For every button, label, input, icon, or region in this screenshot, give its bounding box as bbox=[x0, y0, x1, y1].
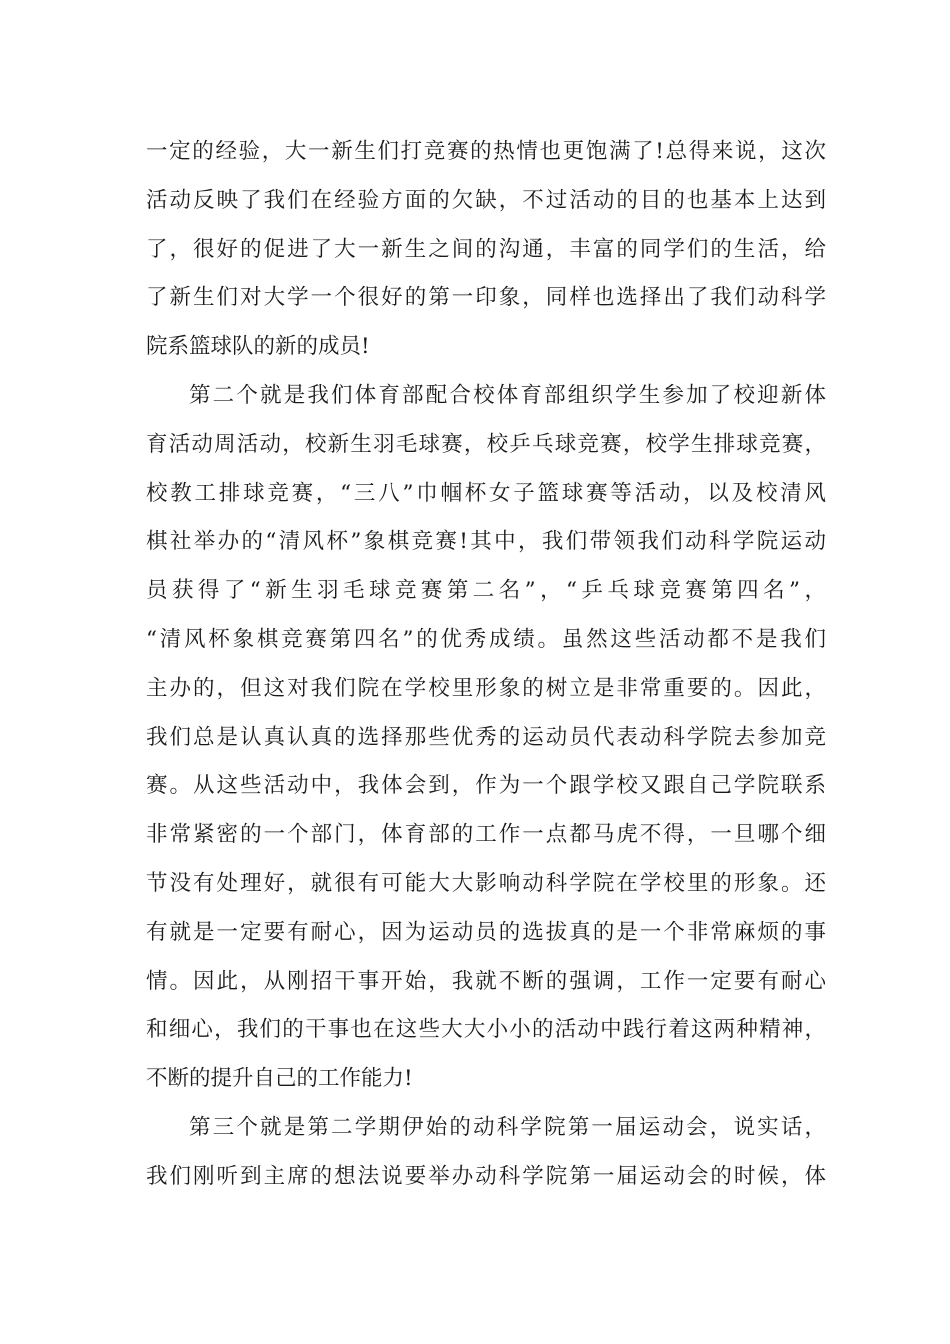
paragraph-2-line-7: 主办的，但这对我们院在学校里形象的树立是非常重要的。因此， bbox=[146, 675, 826, 701]
paragraph-2-line-11: 节没有处理好，就很有可能大大影响动科学院在学校里的形象。还 bbox=[146, 870, 826, 896]
paragraph-2-line-4: 棋社举办的“清风杯”象棋竞赛!其中，我们带领我们动科学院运动 bbox=[146, 529, 826, 555]
paragraph-3-line-1: 第三个就是第二学期伊始的动科学院第一届运动会，说实话， bbox=[189, 1114, 826, 1140]
paragraph-1-line-5: 院系篮球队的新的成员! bbox=[146, 334, 370, 360]
paragraph-2-line-3: 校教工排球竞赛，“三八”巾帼杯女子篮球赛等活动，以及校清风 bbox=[146, 480, 826, 506]
document-body bbox=[146, 128, 826, 1202]
paragraph-2-line-6: “清风杯象棋竞赛第四名”的优秀成绩。虽然这些活动都不是我们 bbox=[146, 626, 826, 652]
paragraph-2-line-15: 不断的提升自己的工作能力! bbox=[146, 1066, 413, 1092]
paragraph-2-line-10: 非常紧密的一个部门，体育部的工作一点都马虎不得，一旦哪个细 bbox=[146, 822, 826, 848]
paragraph-2-line-12: 有就是一定要有耐心，因为运动员的选拔真的是一个非常麻烦的事 bbox=[146, 919, 826, 945]
paragraph-2-line-8: 我们总是认真认真的选择那些优秀的运动员代表动科学院去参加竞 bbox=[146, 724, 826, 750]
paragraph-2-line-9: 赛。从这些活动中，我体会到，作为一个跟学校又跟自己学院联系 bbox=[146, 773, 826, 799]
paragraph-2-line-14: 和细心，我们的干事也在这些大大小小的活动中践行着这两种精神， bbox=[146, 1017, 826, 1043]
paragraph-2-line-1: 第二个就是我们体育部配合校体育部组织学生参加了校迎新体 bbox=[189, 382, 826, 408]
paragraph-3-line-2: 我们刚听到主席的想法说要举办动科学院第一届运动会的时候，体 bbox=[146, 1163, 826, 1189]
paragraph-1-line-4: 了新生们对大学一个很好的第一印象，同样也选择出了我们动科学 bbox=[146, 285, 826, 311]
paragraph-1-line-3: 了，很好的促进了大一新生之间的沟通，丰富的同学们的生活，给 bbox=[146, 236, 826, 262]
paragraph-1-line-2: 活动反映了我们在经验方面的欠缺，不过活动的目的也基本上达到 bbox=[146, 187, 826, 213]
paragraph-2-line-5: 员获得了“新生羽毛球竞赛第二名”，“乒乓球竞赛第四名”， bbox=[146, 578, 826, 604]
paragraph-2-line-13: 情。因此，从刚招干事开始，我就不断的强调，工作一定要有耐心 bbox=[146, 968, 826, 994]
paragraph-2-line-2: 育活动周活动，校新生羽毛球赛，校乒乓球竞赛，校学生排球竞赛， bbox=[146, 431, 826, 457]
paragraph-1-line-1: 一定的经验，大一新生们打竞赛的热情也更饱满了!总得来说，这次 bbox=[146, 139, 826, 164]
